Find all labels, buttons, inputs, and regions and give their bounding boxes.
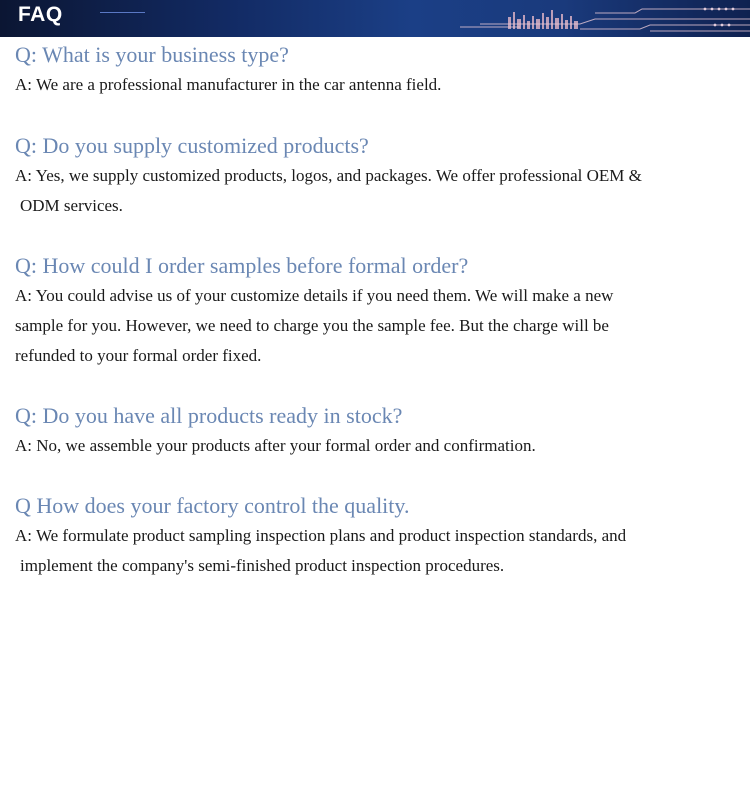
faq-question: Q How does your factory control the quality. [15, 493, 410, 518]
faq-question: Q: How could I order samples before formal order? [15, 253, 469, 278]
faq-question: Q: What is your business type? [15, 42, 289, 67]
faq-answer [15, 281, 735, 371]
faq-answer-line: implement the company's semi-finished product inspection procedures. [20, 556, 505, 575]
faq-answer-line: A: Yes, we supply customized products, logos, and packages. We offer professional OEM & [15, 166, 642, 185]
faq-question: Q: Do you supply customized products? [15, 133, 369, 158]
header-accent-line [100, 12, 145, 13]
header-title: FAQ [18, 3, 63, 26]
faq-answer-line: A: We are a professional manufacturer in the car antenna field. [15, 75, 442, 94]
faq-answer-line: sample for you. However, we need to charge you the sample fee. But the charge will be [15, 316, 609, 335]
faq-item [15, 131, 735, 221]
faq-answer [15, 161, 735, 221]
faq-list [15, 40, 735, 581]
faq-answer-line: refunded to your formal order fixed. [15, 346, 262, 365]
faq-item [15, 401, 735, 461]
faq-answer [15, 70, 735, 100]
faq-item [15, 251, 735, 371]
faq-answer-line: ODM services. [20, 196, 123, 215]
faq-item [15, 40, 735, 100]
faq-question: Q: Do you have all products ready in stock? [15, 403, 403, 428]
faq-answer-line: A: We formulate product sampling inspection plans and product inspection standards, and [15, 526, 627, 545]
faq-answer-line: A: No, we assemble your products after your formal order and confirmation. [15, 436, 536, 455]
faq-header [0, 0, 750, 37]
faq-answer [15, 521, 735, 581]
faq-answer-line: A: You could advise us of your customize details if you need them. We will make a new [15, 286, 614, 305]
faq-item [15, 491, 735, 581]
city-skyline-icon [460, 0, 750, 37]
faq-answer [15, 431, 735, 461]
